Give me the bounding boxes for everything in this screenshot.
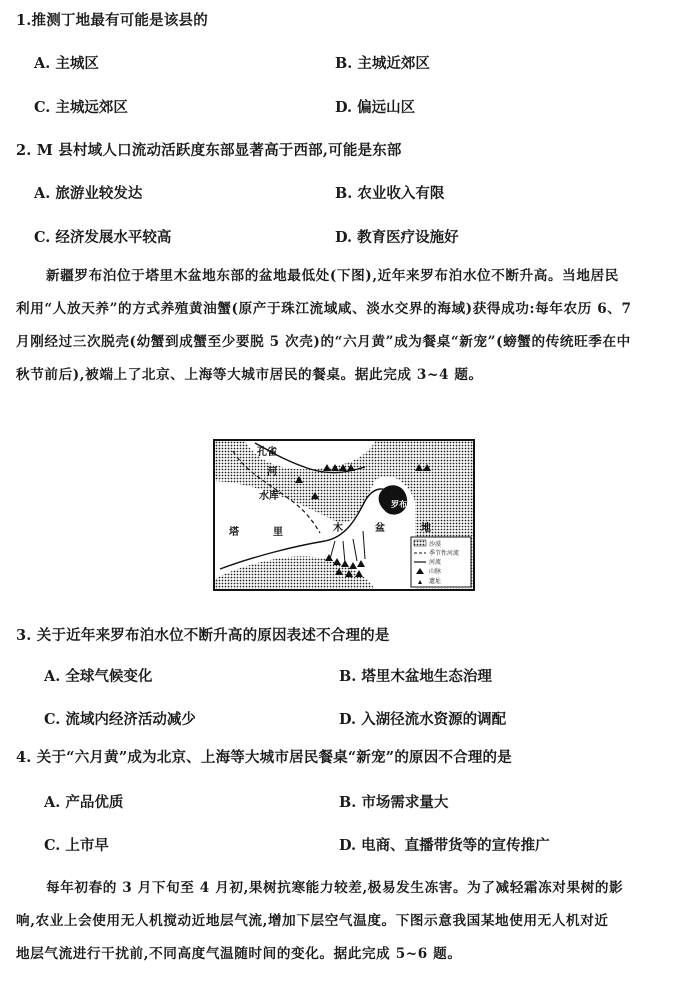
question-1-option-b[interactable]: B. 主城近郊区 [335,55,430,72]
legend-river: 河流 [429,559,442,566]
map-label-basin-di: 地 [421,523,431,534]
question-2-option-d[interactable]: D. 教育医疗设施好 [335,229,459,246]
question-1-option-d[interactable]: D. 偏远山区 [335,99,416,116]
passage-1-line-4: 秋节前后),被端上了北京、上海等大城市居民的餐桌。据此完成 3~4 题。 [16,367,483,383]
passage-1-line-3: 月刚经过三次脱壳(幼蟹到成蟹至少要脱 5 次壳)的“六月黄”成为餐桌“新宠”(螃蟹的传统旺季在中 [16,334,631,350]
legend-ruins: 遗址 [429,578,442,585]
question-4-option-b[interactable]: B. 市场需求量大 [339,794,449,811]
question-2-stem: 2. M 县村域人口流动活跃度东部显著高于西部,可能是东部 [16,142,402,159]
passage-2-line-2: 响,农业上会使用无人机搅动近地层气流,增加下层空气温度。下图示意我国某地使用无人机对近 [16,913,609,929]
map-label-basin-pen: 盆 [375,523,385,534]
map-label-reservoir: 水库 [259,491,279,502]
question-1-option-c[interactable]: C. 主城远郊区 [34,99,128,116]
map-label-kongque: 孔雀 [257,447,277,458]
map-label-basin-ta: 塔 [229,527,239,538]
question-3-option-a[interactable]: A. 全球气候变化 [44,668,153,685]
question-1-option-a[interactable]: A. 主城区 [34,55,99,72]
question-4-option-d[interactable]: D. 电商、直播带货等的宣传推广 [339,837,550,854]
map-label-he: 河 [267,467,277,478]
map-legend [411,537,471,587]
question-1-stem: 1.推测丁地最有可能是该县的 [16,12,208,29]
passage-2-line-1: 每年初春的 3 月下旬至 4 月初,果树抗寒能力较差,极易发生冻害。为了减轻霜冻对果树的影 [46,880,624,896]
passage-1-line-2: 利用“人放天养”的方式养殖黄油蟹(原产于珠江流域咸、淡水交界的海域)获得成功:每年农历 6、7 [16,301,632,317]
question-2-option-a[interactable]: A. 旅游业较发达 [34,185,143,202]
question-4-option-a[interactable]: A. 产品优质 [44,794,124,811]
legend-desert: 沙漠 [429,541,442,548]
map-label-basin-li: 里 [273,527,283,538]
question-4-option-c[interactable]: C. 上市早 [44,837,109,854]
question-4-stem: 4. 关于“六月黄”成为北京、上海等大城市居民餐桌“新宠”的原因不合理的是 [16,749,512,766]
question-3-stem: 3. 关于近年来罗布泊水位不断升高的原因表述不合理的是 [16,627,390,644]
question-2-option-c[interactable]: C. 经济发展水平较高 [34,229,172,246]
map-label-basin-mu: 木 [333,523,343,534]
lop-nur-map [213,439,475,591]
passage-1-line-1: 新疆罗布泊位于塔里木盆地东部的盆地最低处(下图),近年来罗布泊水位不断升高。当地居民 [46,268,619,284]
map-label-lop-nur: 罗布泊 [391,500,415,509]
question-3-option-b[interactable]: B. 塔里木盆地生态治理 [339,668,492,685]
question-3-option-c[interactable]: C. 流域内经济活动减少 [44,711,196,728]
question-2-option-b[interactable]: B. 农业收入有限 [335,185,445,202]
passage-2-line-3: 地层气流进行干扰前,不同高度气温随时间的变化。据此完成 5~6 题。 [16,946,462,962]
passage-frost-drone [16,872,676,971]
passage-lop-nur [16,260,676,392]
legend-seasonal-river: 季节性河流 [429,550,460,557]
legend-desert-swatch [414,540,426,546]
question-3-option-d[interactable]: D. 入湖径流水资源的调配 [339,711,507,728]
legend-mountain: 山脉 [429,568,442,575]
